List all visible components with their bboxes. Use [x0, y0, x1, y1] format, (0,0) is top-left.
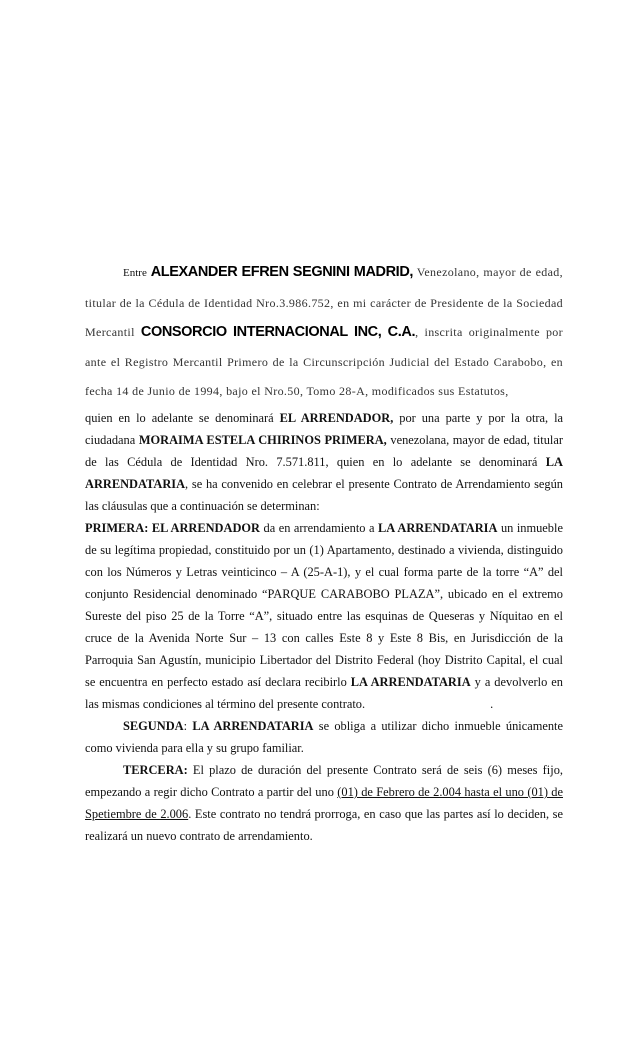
primera-arrendataria-2: LA ARRENDATARIA: [350, 674, 471, 689]
intro-text-6: , se ha convenido en celebrar el presente Contrato de Arrendamiento según las cláusulas que a continuación se determinan:: [85, 476, 563, 513]
clause-primera: [85, 517, 563, 715]
tercera-label: TERCERA:: [123, 762, 188, 777]
intro-text-5: venezolana, mayor de edad, titular de las Cédula de Identidad Nro. 7.571.811, quien en lo adelante se denominará: [85, 432, 563, 469]
arrendataria-name: MORAIMA ESTELA CHIRINOS PRIMERA,: [138, 432, 387, 447]
primera-text-1: da en arrendamiento a: [263, 520, 375, 535]
intro-paragraph-cont: [85, 407, 563, 517]
intro-text-1: Venezolano, mayor de edad, titular de la Cédula de Identidad Nro.3.986.752, en mi carácter de Presidente de la Sociedad Mercantil: [85, 265, 563, 340]
clause-segunda: [85, 715, 563, 759]
el-arrendador-term: EL ARRENDADOR,: [279, 410, 394, 425]
tercera-dates: (01) de Febrero de 2.004 hasta el uno (01) de Spetiembre de 2.006: [85, 784, 563, 821]
company-name: CONSORCIO INTERNACIONAL INC, C.A.: [140, 324, 416, 341]
primera-arrendataria: LA ARRENDATARIA: [378, 520, 498, 535]
contract-body: [85, 258, 563, 847]
primera-text-3: y a devolverlo en las mismas condiciones al término del presente contrato.: [85, 674, 563, 711]
segunda-arrendataria: LA ARRENDATARIA: [192, 718, 314, 733]
primera-text-4: .: [490, 696, 494, 711]
segunda-colon: :: [183, 718, 188, 733]
arrendador-name: ALEXANDER EFREN SEGNINI MADRID,: [150, 264, 414, 280]
la-arrendataria-term: LA ARRENDATARIA: [85, 454, 563, 491]
intro-text-2: , inscrita originalmente por ante el Registro Mercantil Primero de la Circunscripción Judicial del Estado Carabobo, en fecha 14 de Junio de 1994, bajo el Nro.50, Tomo 28-A, modificados sus Estatutos,: [85, 325, 563, 399]
intro-entre: Entre: [123, 267, 147, 279]
intro-text-3: quien en lo adelante se denominará: [85, 410, 274, 425]
segunda-label: SEGUNDA: [123, 718, 184, 733]
clause-tercera: [85, 759, 563, 847]
intro-text-4: por una parte y por la otra, la ciudadana: [85, 410, 564, 447]
primera-label: PRIMERA: EL ARRENDADOR: [85, 520, 260, 535]
tercera-text-1: El plazo de duración del presente Contrato será de seis (6) meses fijo, empezando a regir dicho Contrato a partir del uno: [85, 762, 563, 799]
segunda-text-1: se obliga a utilizar dicho inmueble únicamente como vivienda para ella y su grupo familiar.: [85, 718, 563, 755]
tercera-text-2: . Este contrato no tendrá prorroga, en caso que las partes así lo deciden, se realizará un nuevo contrato de arrendamiento.: [85, 806, 563, 843]
intro-paragraph: [85, 258, 563, 407]
primera-text-2: un inmueble de su legítima propiedad, constituido por un (1) Apartamento, destinado a vivienda, distinguido con los Números y Letras veinticinco – A (25-A-1), y el cual forma parte de la torre “A” del conjunto Residencial denominado “PARQUE CARABOBO PLAZA”, ubicado en el extremo Sureste del piso 25 de la Torre “A”, situado entre las esquinas de Queseras y Níquitao en el cruce de la Avenida Norte Sur – 13 con calles Este 8 y Este 8 Bis, en Jurisdicción de la Parroquia San Agustín, municipio Libertador del Distrito Federal (hoy Distrito Capital, el cual se encuentra en perfecto estado así declara recibirlo: [85, 520, 563, 689]
